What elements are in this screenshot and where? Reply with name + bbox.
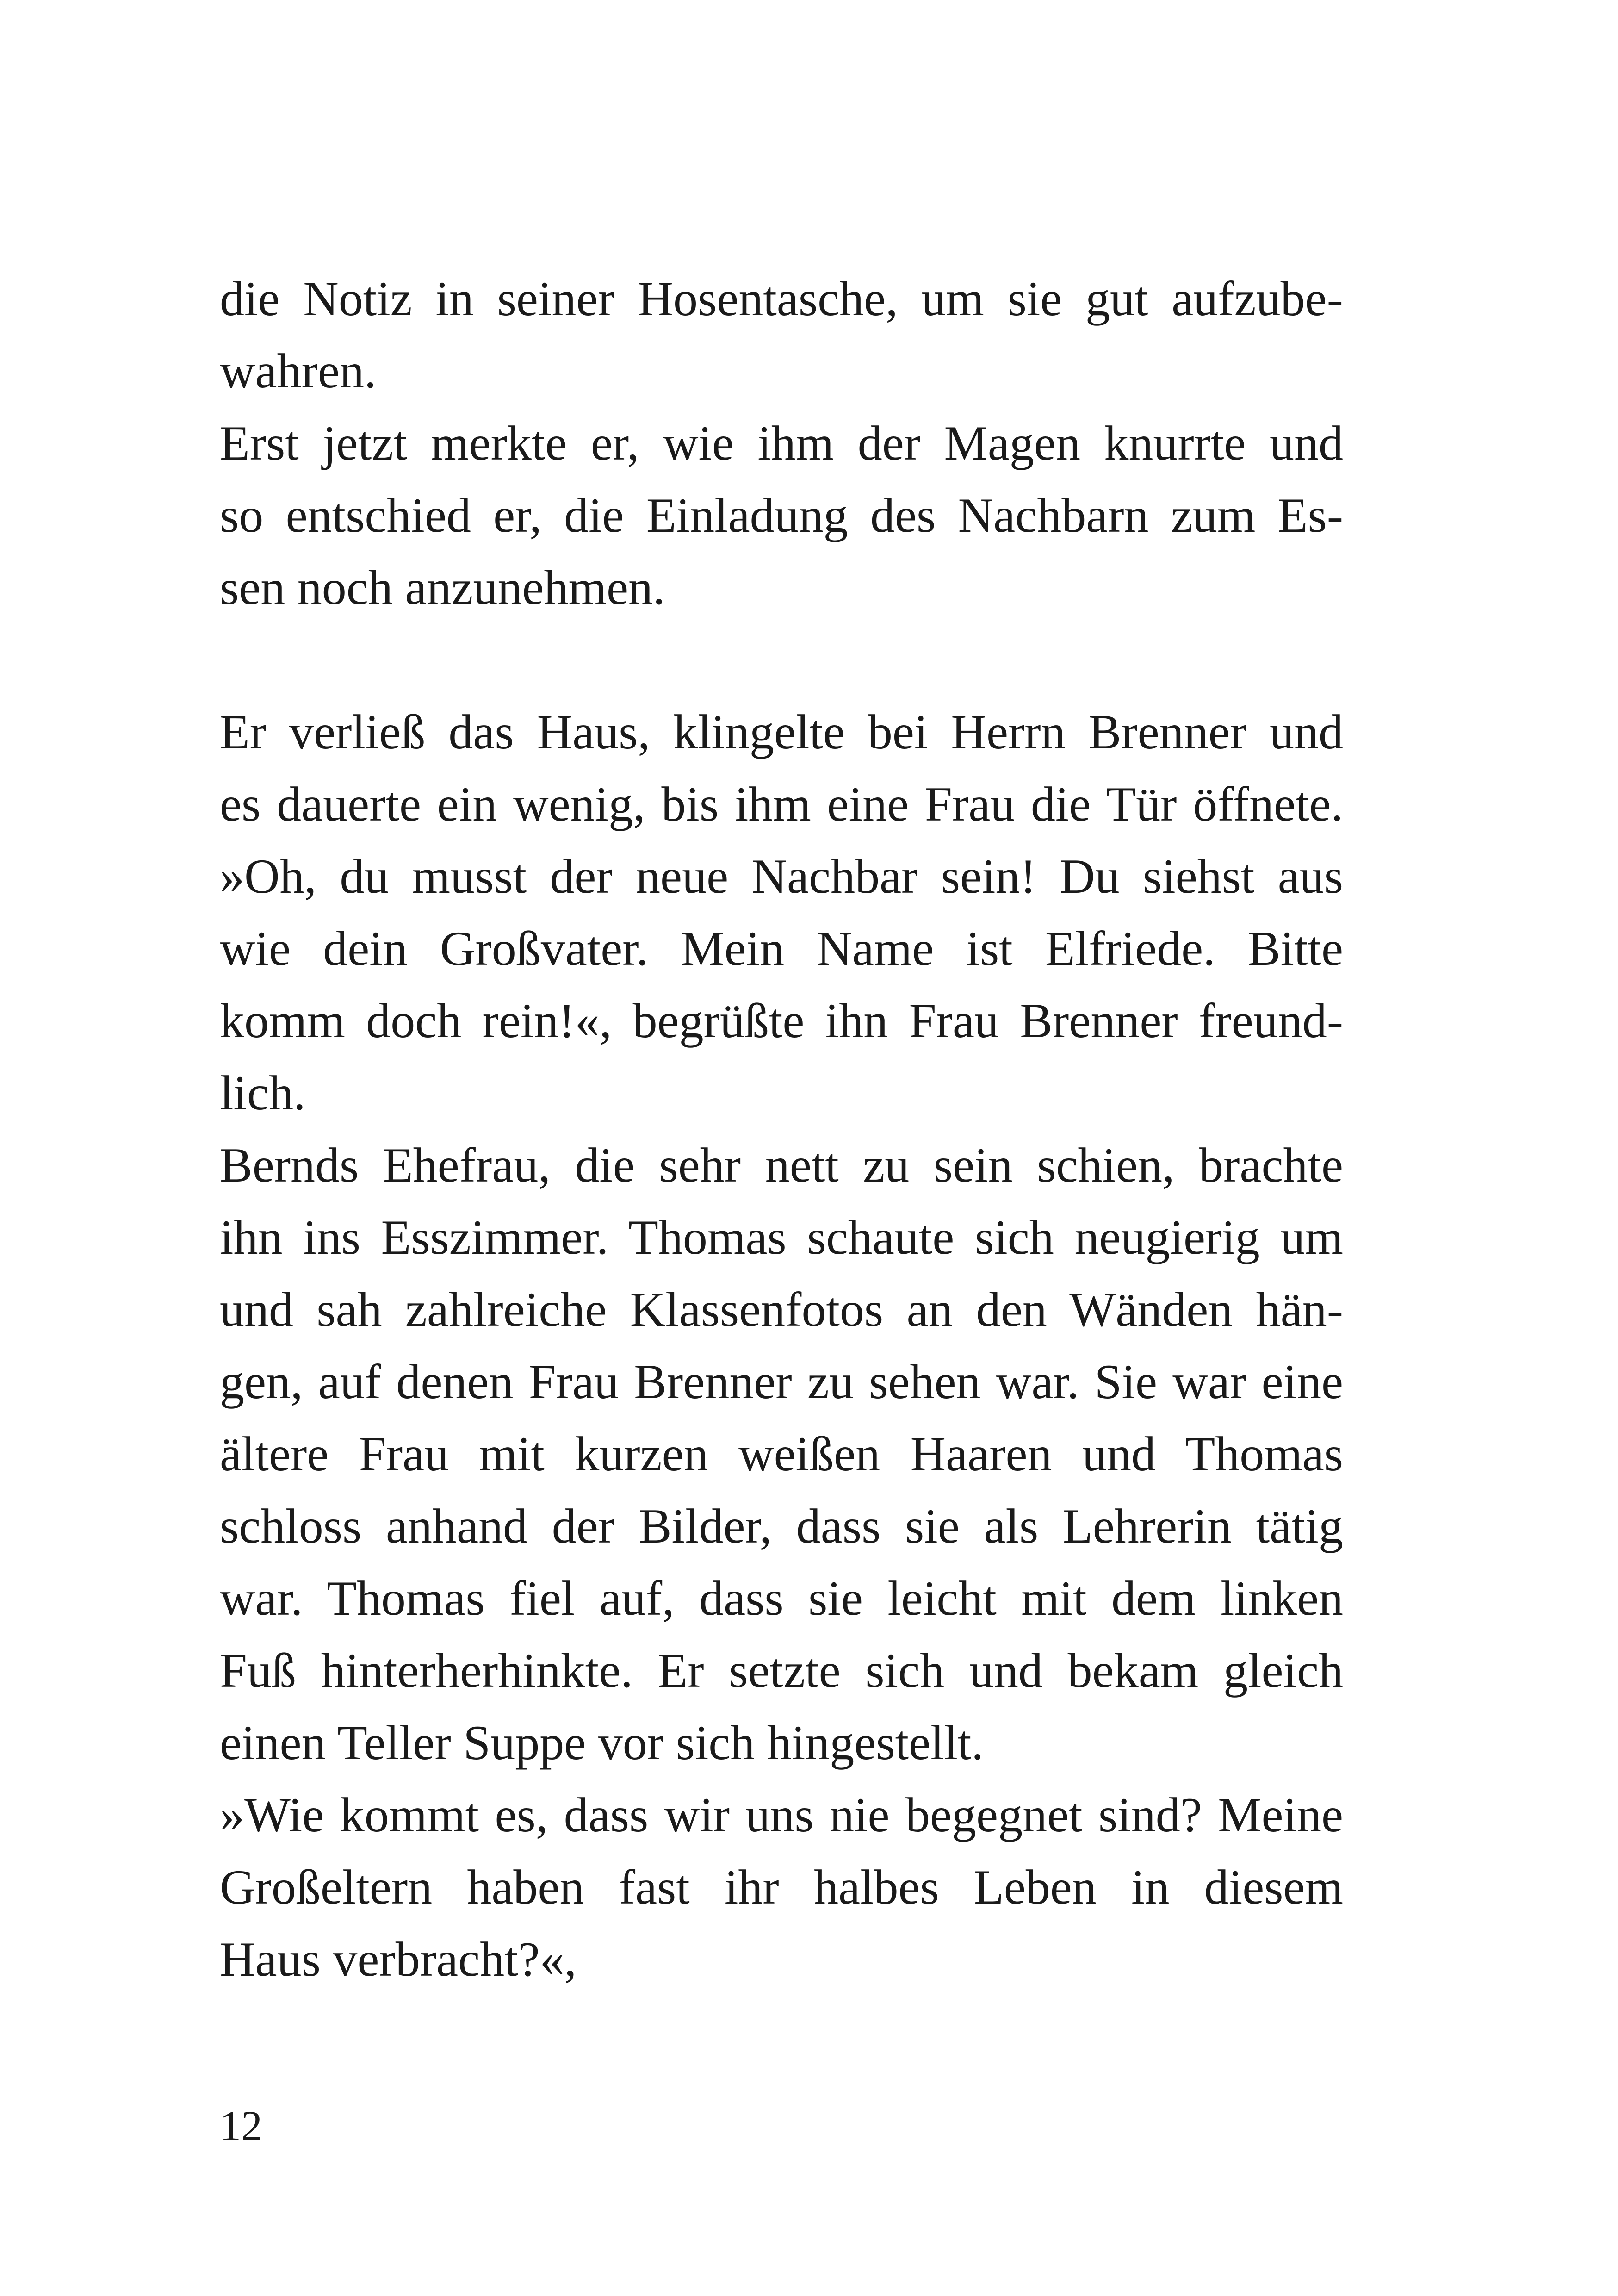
text-line: Haus verbracht?«, — [220, 1932, 577, 1986]
text-line: ältere Frau mit kurzen weißen Haaren und Thomas — [220, 1427, 1343, 1481]
text-line: Großeltern haben fast ihr halbes Leben in diesem — [220, 1860, 1343, 1914]
text-line: »Oh, du musst der neue Nachbar sein! Du siehst aus — [220, 849, 1343, 903]
text-line: einen Teller Suppe vor sich hingestellt. — [220, 1716, 984, 1770]
text-line: Er verließ das Haus, klingelte bei Herrn Brenner und — [220, 705, 1343, 759]
text-line: ihn ins Esszimmer. Thomas schaute sich neugierig um — [220, 1210, 1343, 1264]
text-line: Fuß hinterherhinkte. Er setzte sich und bekam gleich — [220, 1643, 1343, 1698]
text-line: wie dein Großvater. Mein Name ist Elfriede. Bitte — [220, 921, 1343, 976]
page-number: 12 — [220, 2102, 262, 2149]
body-text — [220, 263, 1343, 1996]
text-line: komm doch rein!«, begrüßte ihn Frau Brenner freund- — [220, 994, 1343, 1048]
text-line: war. Thomas fiel auf, dass sie leicht mit dem linken — [220, 1571, 1343, 1625]
text-line: und sah zahlreiche Klassenfotos an den Wänden hän- — [220, 1282, 1343, 1337]
text-line: gen, auf denen Frau Brenner zu sehen war. Sie war eine — [220, 1355, 1343, 1409]
text-line: sen noch anzunehmen. — [220, 560, 665, 615]
text-line: die Notiz in seiner Hosentasche, um sie gut aufzube- — [220, 272, 1343, 326]
text-line: Bernds Ehefrau, die sehr nett zu sein schien, brachte — [220, 1138, 1343, 1192]
text-line: »Wie kommt es, dass wir uns nie begegnet sind? Meine — [220, 1788, 1343, 1842]
text-line: lich. — [220, 1066, 306, 1120]
text-line: so entschied er, die Einladung des Nachbarn zum Es- — [220, 488, 1343, 542]
text-line: schloss anhand der Bilder, dass sie als Lehrerin tätig — [220, 1499, 1343, 1553]
text-line: Erst jetzt merkte er, wie ihm der Magen knurrte und — [220, 416, 1343, 470]
text-line: es dauerte ein wenig, bis ihm eine Frau die Tür öffnete. — [220, 777, 1343, 831]
text-line: wahren. — [220, 344, 377, 398]
paragraph-gap — [220, 624, 1343, 696]
